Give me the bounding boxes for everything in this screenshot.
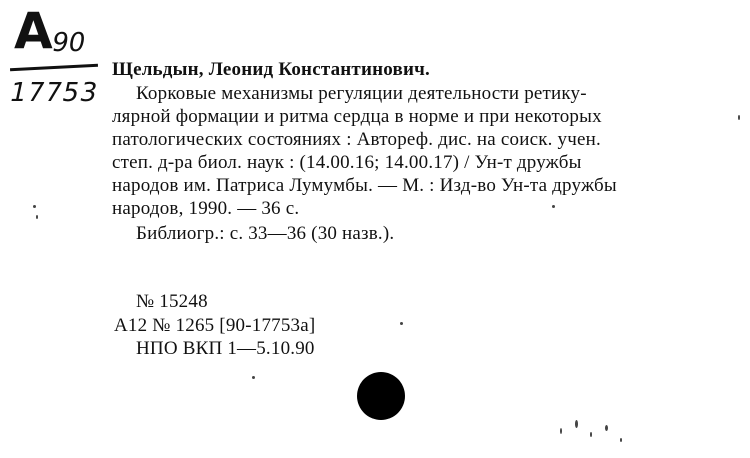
speck	[252, 376, 255, 379]
punch-hole	[357, 372, 405, 420]
speck	[400, 322, 403, 325]
speck	[560, 428, 562, 434]
speck	[33, 205, 36, 208]
speck	[36, 215, 38, 219]
author-heading: Щельдын, Леонид Константинович.	[112, 59, 430, 80]
catalog-number: № 15248	[136, 291, 208, 312]
speck	[738, 115, 740, 120]
title-line: лярной формации и ритма сердца в норме и при некоторых	[112, 106, 602, 127]
bibliography-note: Библиогр.: с. 33—36 (30 назв.).	[136, 223, 395, 244]
title-line: Корковые механизмы регуляции деятельности ретику-	[136, 83, 587, 104]
catalog-code: А12 № 1265 [90-17753а]	[114, 315, 316, 336]
speck	[575, 420, 578, 428]
speck	[605, 425, 608, 431]
title-line: народов, 1990. — 36 с.	[112, 198, 300, 219]
handwritten-code: 17753	[6, 78, 101, 108]
handwritten-letter: А	[14, 2, 51, 60]
speck	[590, 432, 592, 437]
speck	[620, 438, 622, 442]
speck	[552, 205, 555, 208]
title-line: патологических состояниях : Автореф. дис. на соиск. учен.	[112, 129, 601, 150]
title-line: степ. д-ра биол. наук : (14.00.16; 14.00.17) / Ун-т дружбы	[112, 152, 582, 173]
handwritten-number: 90	[49, 28, 88, 58]
title-line: народов им. Патриса Лумумбы. — М. : Изд-во Ун-та дружбы	[112, 175, 617, 196]
handwritten-underline	[10, 64, 98, 72]
catalog-org-date: НПО ВКП 1—5.10.90	[136, 338, 315, 359]
